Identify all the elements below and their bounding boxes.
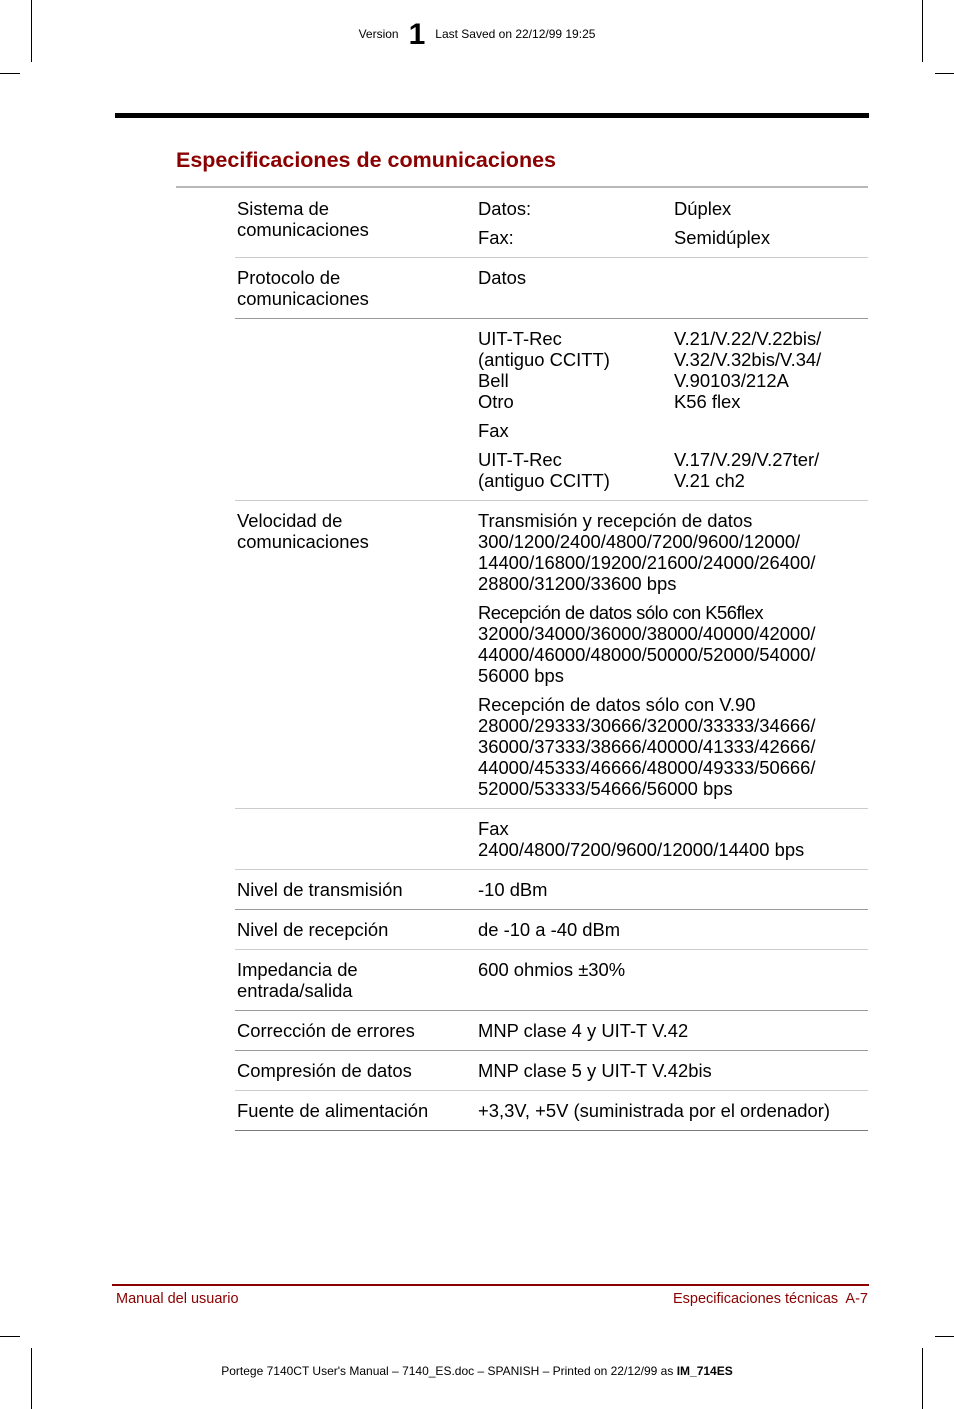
spec-value: +3,3V, +5V (suministrada por el ordenador) bbox=[476, 1091, 868, 1131]
spec-label: Corrección de errores bbox=[235, 1011, 476, 1051]
spec-row-standards: UIT-T-Rec (antiguo CCITT) Bell Otro Fax UIT-T-Rec (antiguo CCITT) V.21/V.22/V.22bis/ V.32/V.32bis/V.34/ V.90103/212A K56 flex V.17/V.29/V.27ter/ V.21 ch2 bbox=[235, 319, 868, 501]
version-number: 1 bbox=[408, 18, 426, 51]
spec-label: Nivel de transmisión bbox=[235, 870, 476, 910]
crop-mark bbox=[922, 1348, 923, 1409]
datos-value: Dúplex bbox=[674, 198, 732, 219]
fax-value: Semidúplex bbox=[674, 227, 771, 248]
title-rule bbox=[176, 186, 868, 188]
spec-value: -10 dBm bbox=[476, 870, 868, 910]
spec-value: Datos bbox=[476, 258, 672, 319]
datos-label: Datos: bbox=[478, 198, 532, 219]
spec-label: Compresión de datos bbox=[235, 1051, 476, 1091]
print-code: IM_714ES bbox=[676, 1364, 733, 1378]
last-saved: Last Saved on 22/12/99 19:25 bbox=[435, 27, 596, 41]
spec-row-impedancia bbox=[235, 950, 868, 1011]
spec-value: de -10 a -40 dBm bbox=[476, 910, 868, 950]
print-info bbox=[0, 1364, 954, 1378]
spec-value: 600 ohmios ±30% bbox=[476, 950, 868, 1011]
print-info-text: Portege 7140CT User's Manual – 7140_ES.doc – SPANISH – Printed on 22/12/99 as bbox=[221, 1364, 677, 1378]
spec-label: Nivel de recepción bbox=[235, 910, 476, 950]
crop-mark bbox=[0, 1336, 20, 1337]
spec-row-nivel-rx bbox=[235, 910, 868, 950]
spec-value: MNP clase 4 y UIT-T V.42 bbox=[476, 1011, 868, 1051]
crop-mark bbox=[0, 73, 20, 74]
spec-row-protocolo bbox=[235, 258, 868, 319]
spec-row-velocidad: Velocidad de comunicaciones Transmisión y recepción de datos 300/1200/2400/4800/7200/9600/12000/ 14400/16800/19200/21600/24000/26400/ 28800/31200/33600 bps Recepción de datos sólo con K56flex 32000/34000/36000/38000/40000/42000/ 44000/46000/48000/50000/52000/54000/ 56000 bps Recepción de datos sólo con V.90 28000/29333/30666/32000/33333/34666/ 36000/37333/38666/40000/41333/42666/ 44000/45333/46666/48000/49333/50666/ 52000/53333/54666/56000 bps bbox=[235, 501, 868, 809]
version-header bbox=[0, 18, 954, 52]
spec-row-sistema bbox=[235, 189, 868, 258]
crop-mark bbox=[935, 73, 954, 74]
footer-rule bbox=[112, 1284, 869, 1286]
spec-row-correccion bbox=[235, 1011, 868, 1051]
spec-row-nivel-tx bbox=[235, 870, 868, 910]
spec-label: Fuente de alimentación bbox=[235, 1091, 476, 1131]
top-rule bbox=[115, 113, 869, 118]
spec-row-fuente bbox=[235, 1091, 868, 1131]
spec-row-compresion bbox=[235, 1051, 868, 1091]
fax-label: Fax: bbox=[478, 227, 514, 248]
spec-row-fax-speed: Fax 2400/4800/7200/9600/12000/14400 bps bbox=[235, 809, 868, 870]
spec-label: Protocolo de comunicaciones bbox=[235, 258, 476, 319]
spec-table bbox=[235, 189, 868, 1131]
fax-standard-label: Fax bbox=[478, 420, 509, 441]
spec-label: Sistema de comunicaciones bbox=[235, 189, 476, 258]
spec-label: Impedancia de entrada/salida bbox=[235, 950, 476, 1011]
version-label: Version bbox=[358, 27, 399, 41]
spec-label: Velocidad de comunicaciones bbox=[235, 501, 476, 809]
crop-mark bbox=[31, 1348, 32, 1409]
spec-value: MNP clase 5 y UIT-T V.42bis bbox=[476, 1051, 868, 1091]
footer-page-ref: Especificaciones técnicas A-7 bbox=[672, 1291, 868, 1307]
crop-mark bbox=[935, 1336, 954, 1337]
footer-manual-title: Manual del usuario bbox=[116, 1291, 239, 1307]
section-title: Especificaciones de comunicaciones bbox=[176, 148, 556, 172]
